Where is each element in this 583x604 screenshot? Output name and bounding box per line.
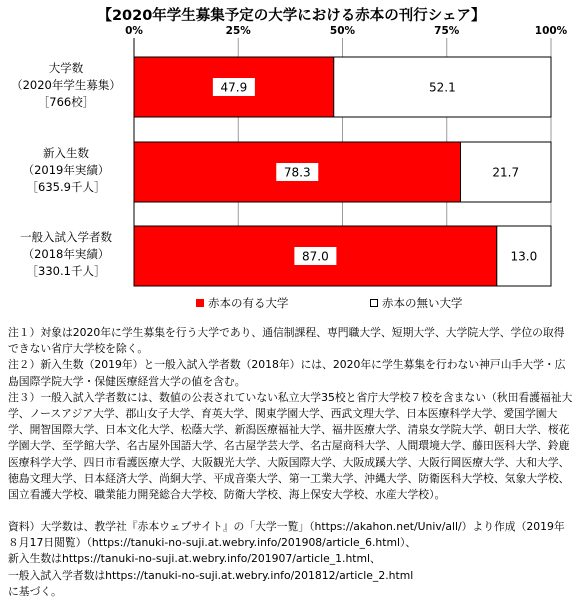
x-tick-label: 0% — [125, 25, 143, 37]
source-line-4: に基づく。 — [8, 584, 62, 598]
source-line-1: 資料）大学数は、教学社『赤本ウェブサイト』の「大学一覧」（https://akahon.net/Univ/all/）より作成（2019年８月17日閲覧）（https://tanuki-no-suji.at.webry.info/201908/article_6.html）、 — [8, 520, 565, 550]
category-label: （2020年学生募集） — [11, 78, 121, 92]
category-label: 新入生数 — [43, 146, 89, 160]
legend-swatch-white — [371, 300, 378, 307]
data-label: 47.9 — [220, 80, 248, 95]
chart-title: 【2020年学生募集予定の大学における赤本の刊行シェア】 — [97, 8, 486, 24]
data-label: 52.1 — [429, 80, 456, 95]
category-label: ［766校］ — [37, 95, 95, 109]
legend-label: 赤本の有る大学 — [208, 296, 289, 310]
data-label: 21.7 — [492, 165, 520, 180]
legend-swatch-red — [196, 299, 204, 307]
data-label: 87.0 — [302, 249, 329, 264]
category-label: （2018年実績） — [22, 247, 110, 261]
x-tick-label: 75% — [434, 25, 460, 37]
legend-label: 赤本の無い大学 — [382, 296, 463, 310]
sources-block — [8, 519, 575, 600]
x-tick-label: 50% — [329, 25, 356, 37]
note-2: 注２）新入生数（2019年）と一般入試入学者数（2018年）には、2020年に学生募集を行わない神戸山手大学・広島国際学院大学・保健医療経営大学の値を含む。 — [8, 358, 566, 388]
note-1: 注１）対象は2020年に学生募集を行う大学であり、通信制課程、専門職大学、短期大学、大学院大学、学位の取得できない省庁大学校を除く。 — [8, 326, 565, 356]
category-label: （2019年実績） — [22, 163, 110, 177]
notes-block — [8, 325, 575, 503]
x-tick-label: 25% — [225, 25, 251, 37]
category-label: ［635.9千人］ — [26, 180, 106, 194]
category-label: 大学数 — [48, 61, 84, 75]
category-label: 一般入試入学者数 — [20, 230, 112, 244]
data-label: 13.0 — [510, 249, 538, 264]
source-line-3: 一般入試入学者数はhttps://tanuki-no-suji.at.webry.info/201812/article_2.html — [8, 568, 414, 582]
x-tick-label: 100% — [534, 25, 568, 37]
source-line-2: 新入生数はhttps://tanuki-no-suji.at.webry.info/201907/article_1.html、 — [8, 552, 381, 566]
data-label: 78.3 — [283, 165, 311, 180]
category-label: ［330.1千人］ — [26, 264, 106, 278]
note-3: 注３）一般入試入学者数には、数値の公表されていない私立大学35校と省庁大学校７校を含まない（秋田看護福祉大学、ノースアジア大学、郡山女子大学、育英大学、関東学園大学、西武文理大学、日本医療科学大学、愛国学園大学、開智国際大学、日本文化大学、松蔭大学、新潟医療福祉大学、福井医療大学、清泉女学院大学、朝日大学、桜花学園大学、至学館大学、名古屋外国語大学、名古屋学芸大学、名古屋商科大学、人間環境大学、藤田医科大学、鈴鹿医療科学大学、四日市看護医療大学、大阪観光大学、大阪国際大学、大阪成蹊大学、大阪行岡医療大学、大和大学、徳島文理大学、日本経済大学、尚絅大学、平成音楽大学、第一工業大学、沖縄大学、防衛医科大学校、気象大学校、国立看護大学校、職業能力開発総合大学校、防衛大学校、海上保安大学校、水産大学校）。 — [8, 390, 573, 502]
